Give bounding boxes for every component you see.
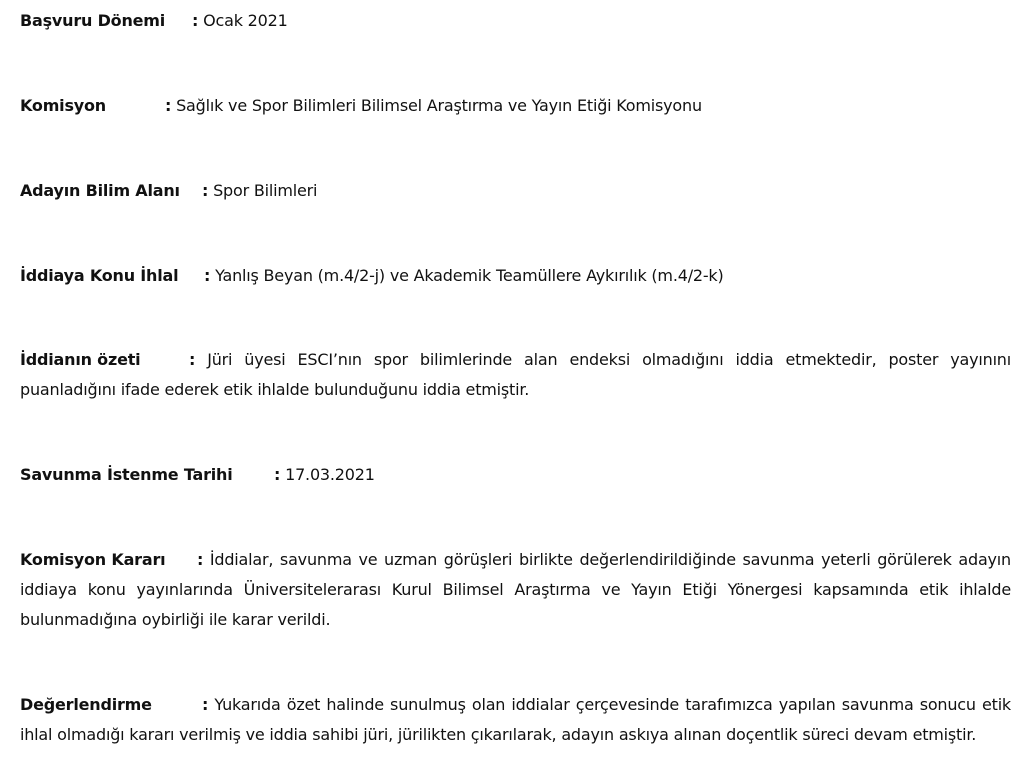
field-value: 17.03.2021 [285,465,375,484]
field-bilim-alani [20,176,1011,206]
field-value: Jüri üyesi ESCI’nın spor bilimlerinde alan endeksi olmadığını iddia etmektedir, poster yayınını puanladığını ifade ederek etik ihlalde bulunduğunu iddia etmiştir. [20,350,1011,399]
field-label: Değerlendirme [20,695,152,714]
field-value: Sağlık ve Spor Bilimleri Bilimsel Araştırma ve Yayın Etiği Komisyonu [176,96,702,115]
field-separator: : [189,350,196,369]
field-label: İddianın özeti [20,350,141,369]
field-label: Savunma İstenme Tarihi [20,465,233,484]
field-savunma-istenme-tarihi [20,460,1011,490]
field-label: Komisyon Kararı [20,550,166,569]
field-separator: : [202,181,209,200]
field-label: Adayın Bilim Alanı [20,181,180,200]
field-label: Başvuru Dönemi [20,11,166,30]
field-value: Spor Bilimleri [213,181,318,200]
field-separator: : [192,11,199,30]
field-separator: : [197,550,204,569]
field-iddianin-ozeti [20,345,1011,405]
field-komisyon-karari [20,545,1011,635]
field-label: İddiaya Konu İhlal [20,266,179,285]
field-separator: : [202,695,209,714]
field-separator: : [165,96,172,115]
field-value: Ocak 2021 [203,11,288,30]
field-iddiaya-konu-ihlal [20,261,1011,291]
field-degerlendirme [20,690,1011,750]
field-basvuru-donemi [20,6,1011,36]
field-value: İddialar, savunma ve uzman görüşleri birlikte değerlendirildiğinde savunma yeterli görülerek adayın iddiaya konu yayınlarında Üniversitelerarası Kurul Bilimsel Araştırma ve Yayın Etiği Yönergesi kapsamında etik ihlalde bulunmadığına oybirliği ile karar verildi. [20,550,1011,629]
field-value: Yanlış Beyan (m.4/2-j) ve Akademik Teamüllere Aykırılık (m.4/2-k) [215,266,724,285]
field-label: Komisyon [20,96,107,115]
field-separator: : [274,465,281,484]
field-komisyon [20,91,1011,121]
field-value: Yukarıda özet halinde sunulmuş olan iddialar çerçevesinde tarafımızca yapılan savunma sonucu etik ihlal olmadığı kararı verilmiş ve iddia sahibi jüri, jürilikten çıkarılarak, adayın askıya alınan doçentlik süreci devam etmiştir. [20,695,1011,744]
field-separator: : [204,266,211,285]
